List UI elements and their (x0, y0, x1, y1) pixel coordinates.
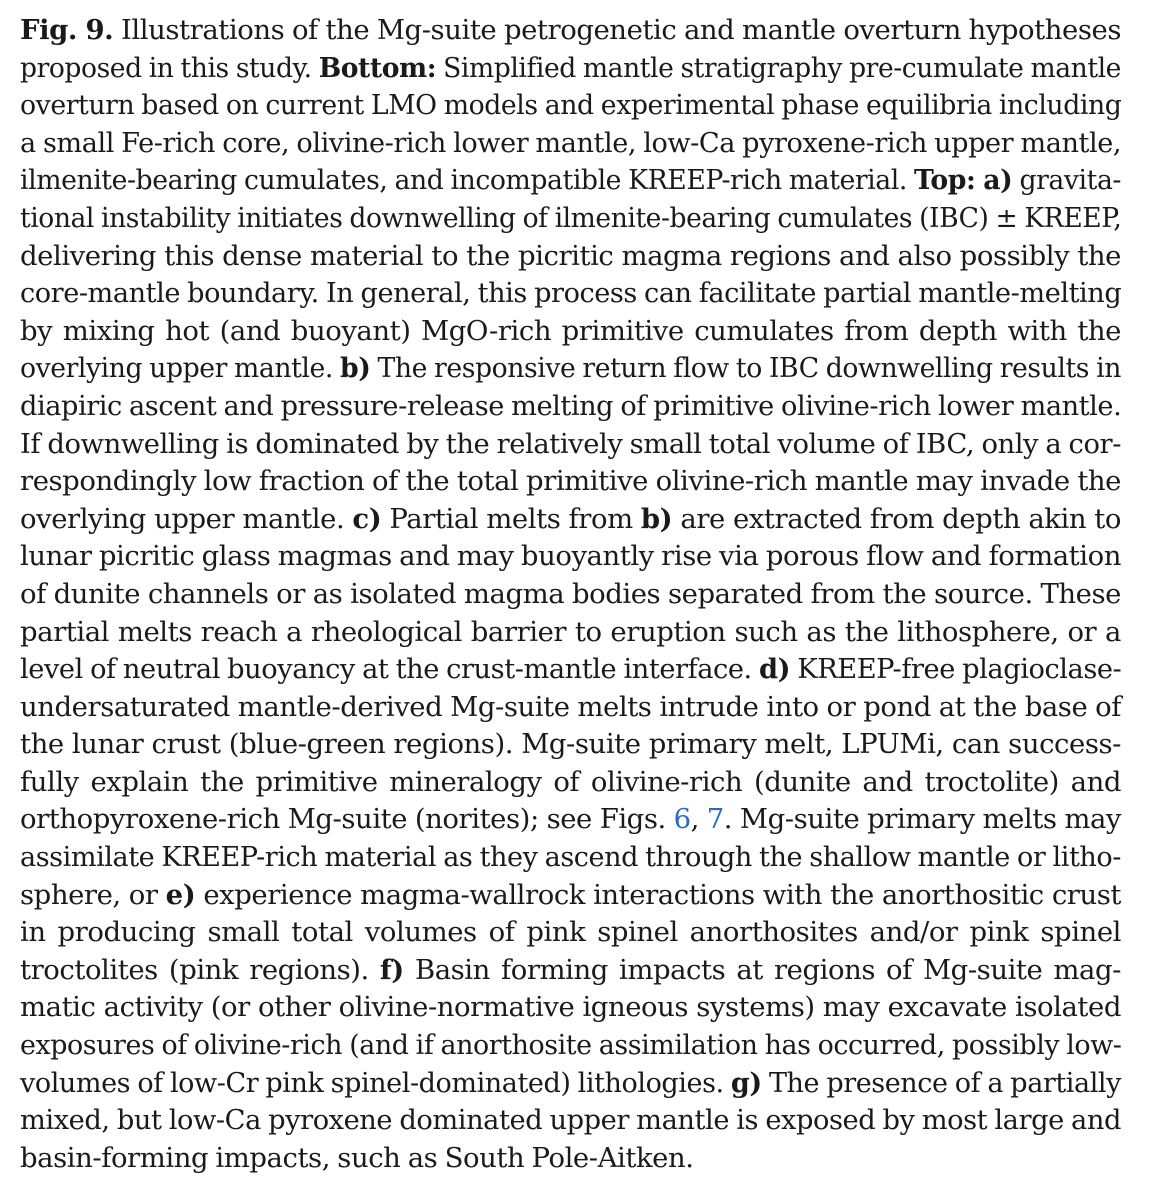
caption-text: level of neutral buoyancy at the crust-mantle interface. (20, 653, 759, 686)
caption-line (20, 501, 1121, 539)
caption-text: a small Fe-rich core, olivine-rich lower mantle, low-Ca pyroxene-rich upper mantle, (20, 126, 1122, 159)
caption-text: Illustrations of the Mg-suite petrogenetic and mantle overturn hypotheses (113, 14, 1121, 46)
figure-label: Fig. 9. (20, 14, 114, 46)
caption-bold-marker: b) (640, 502, 673, 535)
caption-bold-marker: g) (730, 1066, 762, 1099)
caption-text: gravita- (1012, 164, 1122, 197)
caption-text: experience magma-wallrock interactions with the anorthositic crust (195, 878, 1121, 911)
caption-text: overlying upper mantle. (20, 502, 353, 535)
caption-text: sphere, or (20, 878, 166, 911)
caption-text: undersaturated mantle-derived Mg-suite melts intrude into or pond at the base of (20, 690, 1121, 723)
caption-text: . Mg-suite primary melts may (723, 803, 1121, 836)
figure-link-7[interactable]: 7 (706, 803, 724, 836)
caption-text: overturn based on current LMO models and experimental phase equilibria including (20, 89, 1122, 122)
caption-text: overlying upper mantle. (20, 352, 340, 385)
caption-line (20, 463, 1121, 501)
caption-text: exposures of olivine-rich (and if anorthosite assimilation has occurred, possibly low- (20, 1029, 1122, 1062)
caption-bold-marker: d) (758, 653, 791, 686)
caption-line (20, 614, 1121, 652)
caption-line (20, 426, 1121, 464)
caption-text: are extracted from depth akin to (672, 502, 1121, 535)
caption-line (20, 538, 1121, 576)
caption-bold-marker: c) (352, 502, 382, 535)
caption-text: diapiric ascent and pressure-release melting of primitive olivine-rich lower mantle. (20, 389, 1122, 422)
caption-text: , (690, 803, 707, 836)
caption-line (20, 1140, 1121, 1178)
figure-caption (20, 12, 1121, 1177)
caption-text: of dunite channels or as isolated magma bodies separated from the source. These (20, 577, 1121, 610)
caption-line (20, 162, 1121, 200)
caption-text: lunar picritic glass magmas and may buoyantly rise via porous flow and formation (20, 540, 1121, 573)
caption-line (20, 87, 1121, 125)
caption-line (20, 200, 1121, 238)
caption-line (20, 989, 1121, 1027)
caption-text: The responsive return flow to IBC downwelling results in (370, 352, 1121, 385)
caption-line (20, 764, 1121, 802)
caption-text: The presence of a partially (761, 1066, 1121, 1099)
caption-text: respondingly low fraction of the total primitive olivine-rich mantle may invade the (20, 465, 1121, 498)
caption-text: ilmenite-bearing cumulates, and incompatible KREEP-rich material. (20, 164, 915, 197)
caption-bold-marker: Top: a) (914, 164, 1013, 197)
caption-text: Basin forming impacts at regions of Mg-suite mag- (403, 953, 1121, 986)
caption-line (20, 238, 1121, 276)
caption-bold-marker: Bottom: (318, 51, 437, 84)
caption-text: If downwelling is dominated by the relatively small total volume of IBC, only a cor- (20, 427, 1122, 460)
caption-line (20, 801, 1121, 839)
caption-text: partial melts reach a rheological barrier to eruption such as the lithosphere, or a (20, 615, 1121, 648)
caption-line (20, 726, 1121, 764)
caption-text: the lunar crust (blue-green regions). Mg-suite primary melt, LPUMi, can success- (20, 728, 1121, 761)
caption-text: assimilate KREEP-rich material as they ascend through the shallow mantle or litho- (20, 841, 1122, 874)
caption-text: by mixing hot (and buoyant) MgO-rich primitive cumulates from depth with the (20, 314, 1121, 347)
caption-text: proposed in this study. (20, 51, 319, 84)
caption-line (20, 313, 1121, 351)
caption-line (20, 689, 1121, 727)
caption-line (20, 1102, 1121, 1140)
caption-text: Simplified mantle stratigraphy pre-cumulate mantle (436, 51, 1121, 84)
caption-text: core-mantle boundary. In general, this process can facilitate partial mantle-melting (20, 277, 1122, 310)
caption-line (20, 1065, 1121, 1103)
caption-text: troctolites (pink regions). (20, 953, 380, 986)
caption-line (20, 651, 1121, 689)
caption-bold-marker: b) (339, 352, 371, 385)
caption-text: Partial melts from (381, 502, 641, 535)
caption-line (20, 275, 1121, 313)
caption-text: tional instability initiates downwelling of ilmenite-bearing cumulates (IBC) ± KREEP, (20, 201, 1122, 234)
caption-text: delivering this dense material to the picritic magma regions and also possibly the (20, 239, 1121, 272)
caption-text: basin-forming impacts, such as South Pole-Aitken. (20, 1141, 694, 1174)
caption-text: mixed, but low-Ca pyroxene dominated upper mantle is exposed by most large and (20, 1104, 1122, 1137)
caption-line (20, 839, 1121, 877)
caption-line (20, 50, 1121, 88)
caption-line (20, 1027, 1121, 1065)
figure-link-6[interactable]: 6 (673, 803, 691, 836)
caption-line (20, 388, 1121, 426)
caption-line (20, 12, 1121, 50)
caption-text: fully explain the primitive mineralogy of olivine-rich (dunite and troctolite) and (20, 765, 1121, 798)
caption-line (20, 350, 1121, 388)
caption-text: KREEP-free plagioclase- (790, 653, 1122, 686)
caption-line (20, 952, 1121, 990)
caption-bold-marker: f) (379, 953, 404, 986)
caption-line (20, 125, 1121, 163)
caption-line (20, 914, 1121, 952)
caption-line (20, 576, 1121, 614)
caption-text: orthopyroxene-rich Mg-suite (norites); see Figs. (20, 803, 674, 836)
caption-text: in producing small total volumes of pink spinel anorthosites and/or pink spinel (20, 916, 1121, 949)
caption-line (20, 877, 1121, 915)
caption-bold-marker: e) (165, 878, 196, 911)
caption-text: matic activity (or other olivine-normative igneous systems) may excavate isolated (20, 991, 1121, 1024)
caption-text: volumes of low-Cr pink spinel-dominated) lithologies. (20, 1066, 731, 1099)
